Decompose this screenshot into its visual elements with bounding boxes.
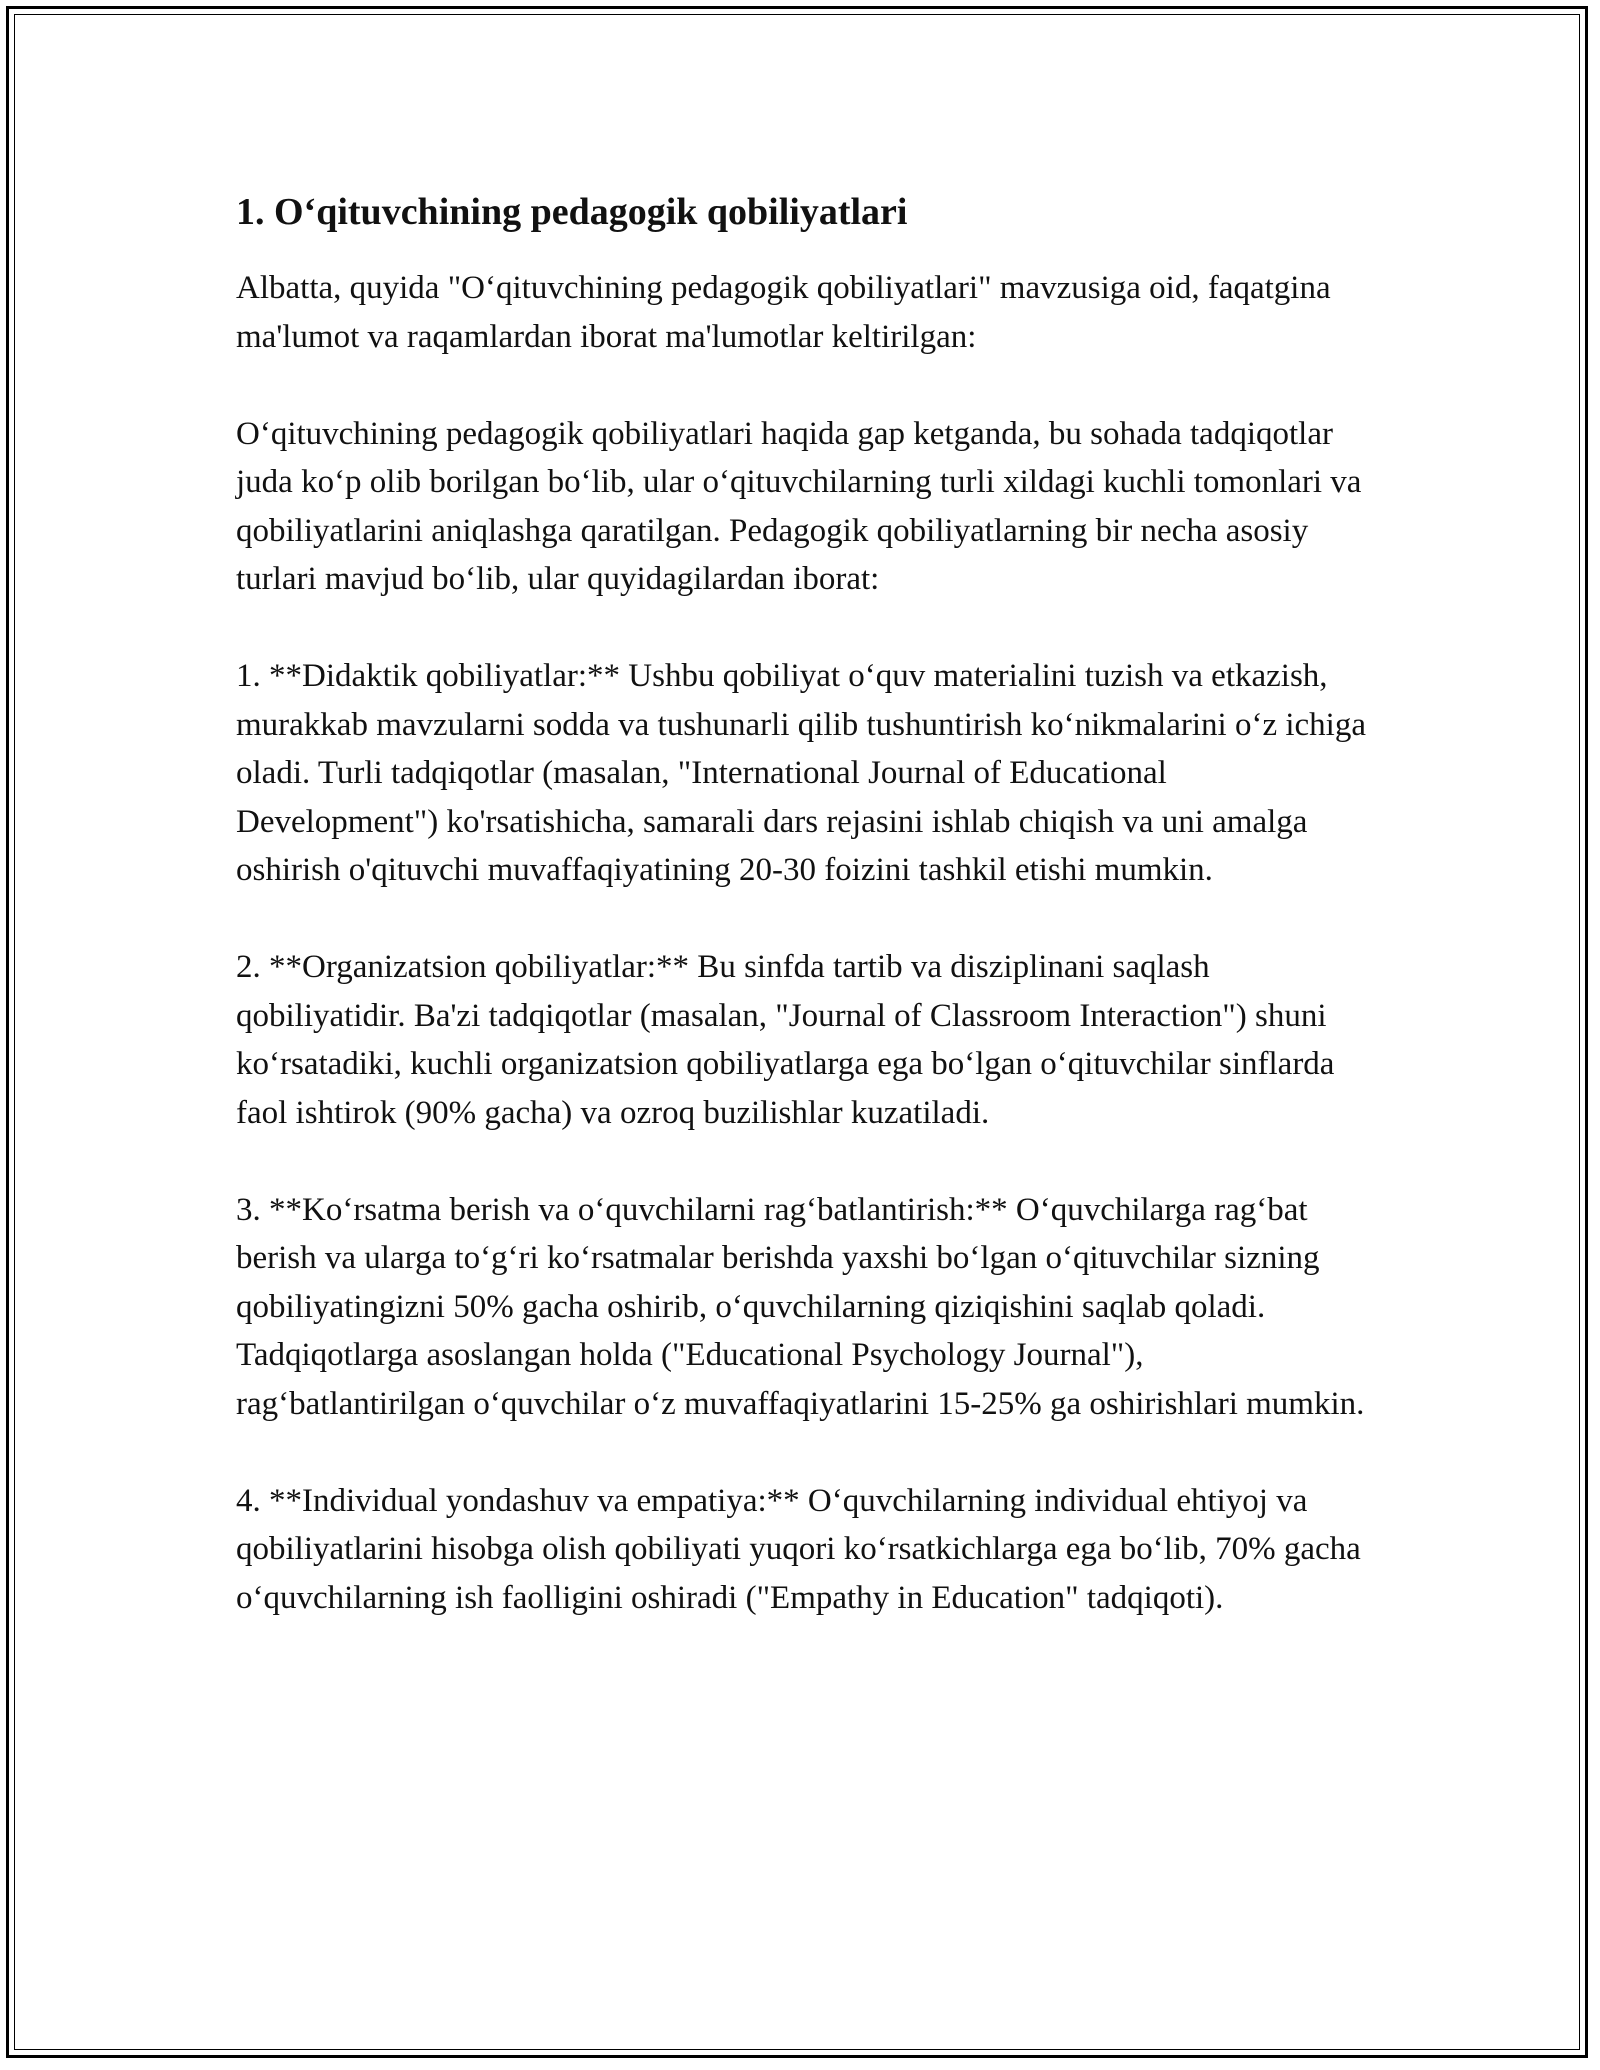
document-title: 1. O‘qituvchining pedagogik qobiliyatlari (236, 191, 908, 233)
paragraph-individual-approach: 4. **Individual yondashuv va empatiya:** O‘quvchilarning individual ehtiyoj va qobiliyatlarini hisobga olish qobiliyati yuqori ko‘rsatkichlarga ega bo‘lib, 70% gacha o‘quvchilarning ish faolligini oshiradi ("Empathy in Education" tadqiqoti). (236, 1482, 1361, 1616)
document-body (236, 186, 1376, 1671)
paragraph-overview: O‘qituvchining pedagogik qobiliyatlari haqida gap ketganda, bu sohada tadqiqotlar juda ko‘p olib borilgan bo‘lib, ular o‘qituvchilarning turli xildagi kuchli tomonlari va qobiliyatlarini aniqlashga qaratilgan. Pedagogik qobiliyatlarning bir necha asosiy turlari mavjud bo‘lib, ular quyidagilardan iborat: (236, 415, 1362, 597)
paragraph-intro: Albatta, quyida "O‘qituvchining pedagogik qobiliyatlari" mavzusiga oid, faqatgina ma'lumot va raqamlardan iborat ma'lumotlar keltirilgan: (236, 270, 1331, 355)
paragraph-didactic: 1. **Didaktik qobiliyatlar:** Ushbu qobiliyat o‘quv materialini tuzish va etkazish, murakkab mavzularni sodda va tushunarli qilib tushuntirish ko‘nikmalarini o‘z ichiga oladi. Turli tadqiqotlar (masalan, "International Journal of Educational Development") ko'rsatishicha, samarali dars rejasini ishlab chiqish va uni amalga oshirish o'qituvchi muvaffaqiyatining 20-30 foizini tashkil etishi mumkin. (236, 658, 1366, 888)
paragraph-motivation: 3. **Ko‘rsatma berish va o‘quvchilarni rag‘batlantirish:** O‘quvchilarga rag‘bat berish va ularga to‘g‘ri ko‘rsatmalar berishda yaxshi bo‘lgan o‘qituvchilar sizning qobiliyatingizni 50% gacha oshirib, o‘quvchilarning qiziqishini saqlab qoladi. Tadqiqotlarga asoslangan holda ("Educational Psychology Journal"), rag‘batlantirilgan o‘quvchilar o‘z muvaffaqiyatlarini 15-25% ga oshirishlari mumkin. (236, 1191, 1365, 1422)
paragraph-organizational: 2. **Organizatsion qobiliyatlar:** Bu sinfda tartib va disziplinani saqlash qobiliyatidir. Ba'zi tadqiqotlar (masalan, "Journal of Classroom Interaction") shuni ko‘rsatadiki, kuchli organizatsion qobiliyatlarga ega bo‘lgan o‘qituvchilar sinflarda faol ishtirok (90% gacha) va ozroq buzilishlar kuzatiladi. (236, 949, 1335, 1131)
